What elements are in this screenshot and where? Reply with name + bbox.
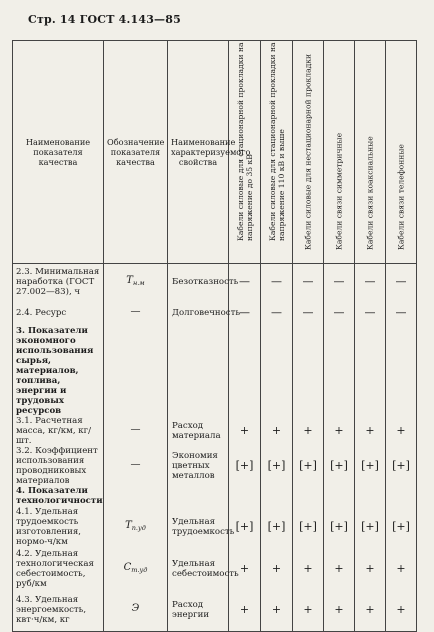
indicator-name: 2.3. Минимальная наработка (ГОСТ 27.002—83), ч (13, 264, 104, 300)
table-body (13, 264, 417, 632)
section-row (13, 326, 417, 416)
indicator-symbol (104, 486, 168, 506)
symbol-main: T (126, 274, 133, 286)
applicability-mark (229, 486, 261, 506)
applicability-mark: + (355, 416, 386, 446)
product-4-label: Кабели связи симметричные (334, 132, 344, 250)
product-6-label: Кабели связи телефонные (396, 144, 406, 250)
column-header-product-2 (261, 41, 293, 264)
applicability-mark (293, 326, 324, 416)
applicability-mark: + (293, 590, 324, 632)
applicability-mark: + (261, 416, 293, 446)
applicability-mark: + (324, 416, 355, 446)
applicability-mark: — (386, 264, 417, 300)
column-header-product-1 (229, 41, 261, 264)
column-header-symbol: Обозначение показателя качества (104, 41, 168, 264)
applicability-mark: [+] (261, 506, 293, 548)
indicator-symbol (104, 416, 168, 446)
indicator-name: 3. Показатели экономного использования сырья, материалов, топлива, энергии и трудовых ресурсов (13, 326, 104, 416)
indicator-symbol (104, 326, 168, 416)
symbol-main: — (130, 458, 141, 470)
table-row (13, 416, 417, 446)
applicability-mark: + (386, 416, 417, 446)
characterized-property: Расход материала (168, 416, 229, 446)
indicator-name: 3.2. Коэффициент использования проводниковых материалов (13, 446, 104, 486)
indicator-symbol (104, 300, 168, 326)
table-row (13, 506, 417, 548)
applicability-mark: + (324, 590, 355, 632)
table-row (13, 264, 417, 300)
quality-indicators-table (12, 40, 417, 632)
applicability-mark: [+] (229, 506, 261, 548)
applicability-mark (324, 486, 355, 506)
indicator-name: 3.1. Расчетная масса, кг/км, кг/шт. (13, 416, 104, 446)
indicator-name: 4.2. Удельная технологическая себестоимость, руб/км (13, 548, 104, 590)
table-row (13, 300, 417, 326)
applicability-mark (229, 326, 261, 416)
applicability-mark: + (261, 590, 293, 632)
applicability-mark: + (386, 590, 417, 632)
applicability-mark (355, 326, 386, 416)
table-row (13, 590, 417, 632)
characterized-property: Удельная себестоимость (168, 548, 229, 590)
indicator-symbol (104, 506, 168, 548)
applicability-mark: + (355, 548, 386, 590)
characterized-property: Расход энергии (168, 590, 229, 632)
applicability-mark: [+] (261, 446, 293, 486)
applicability-mark: — (229, 300, 261, 326)
applicability-mark: [+] (324, 506, 355, 548)
applicability-mark: — (293, 300, 324, 326)
applicability-mark (386, 326, 417, 416)
applicability-mark: + (386, 548, 417, 590)
product-3-label: Кабели силовые для нестационарной прокладки (303, 53, 313, 250)
applicability-mark (386, 486, 417, 506)
applicability-mark: [+] (386, 506, 417, 548)
applicability-mark: — (355, 300, 386, 326)
column-header-property: Наименование характеризуемого свойства (168, 41, 229, 264)
applicability-mark: [+] (355, 506, 386, 548)
applicability-mark: [+] (386, 446, 417, 486)
product-2-label: Кабели силовые для стационарной прокладки на напряжение 110 кВ и выше (267, 42, 286, 241)
applicability-mark: + (229, 548, 261, 590)
applicability-mark: — (293, 264, 324, 300)
applicability-mark: [+] (229, 446, 261, 486)
indicator-symbol (104, 548, 168, 590)
applicability-mark: + (229, 416, 261, 446)
applicability-mark: + (293, 416, 324, 446)
column-header-product-4 (324, 41, 355, 264)
characterized-property: Экономия цветных металлов (168, 446, 229, 486)
indicator-name: 4.3. Удельная энергоемкость, квт·ч/км, кг (13, 590, 104, 632)
product-1-label: Кабели силовые для стационарной прокладки на напряжение до 35 кВ (235, 42, 254, 241)
indicator-name: 4.1. Удельная трудоемкость изготовления, нормо-ч/км (13, 506, 104, 548)
symbol-subscript: н.м (132, 278, 145, 287)
symbol-main: Э (131, 603, 140, 615)
applicability-mark: — (386, 300, 417, 326)
applicability-mark (261, 326, 293, 416)
applicability-mark: — (324, 264, 355, 300)
symbol-main: — (130, 423, 141, 435)
applicability-mark: + (293, 548, 324, 590)
applicability-mark: — (261, 300, 293, 326)
indicator-name: 4. Показатели технологичности (13, 486, 104, 506)
applicability-mark (261, 486, 293, 506)
symbol-subscript: п.уд (131, 523, 146, 532)
applicability-mark: — (324, 300, 355, 326)
indicator-symbol (104, 264, 168, 300)
page-header: Стр. 14 ГОСТ 4.143—85 (28, 13, 181, 26)
applicability-mark: + (324, 548, 355, 590)
symbol-main: — (130, 305, 141, 317)
indicator-symbol (104, 590, 168, 632)
applicability-mark: + (229, 590, 261, 632)
applicability-mark: [+] (324, 446, 355, 486)
characterized-property (168, 326, 229, 416)
table-row (13, 446, 417, 486)
table-row (13, 548, 417, 590)
applicability-mark: — (261, 264, 293, 300)
symbol-subscript: т.уд (131, 565, 148, 574)
column-header-product-5 (355, 41, 386, 264)
characterized-property: Удельная трудоемкость (168, 506, 229, 548)
characterized-property: Долговечность (168, 300, 229, 326)
applicability-mark: [+] (293, 446, 324, 486)
applicability-mark: [+] (293, 506, 324, 548)
applicability-mark: + (355, 590, 386, 632)
indicator-name: 2.4. Ресурс (13, 300, 104, 326)
column-header-product-3 (293, 41, 324, 264)
applicability-mark: + (261, 548, 293, 590)
characterized-property (168, 486, 229, 506)
applicability-mark (324, 326, 355, 416)
applicability-mark (355, 486, 386, 506)
symbol-main: T (125, 519, 132, 531)
applicability-mark: — (229, 264, 261, 300)
indicator-symbol (104, 446, 168, 486)
characterized-property: Безотказность (168, 264, 229, 300)
applicability-mark: [+] (355, 446, 386, 486)
column-header-name: Наименование показателя качества (13, 41, 104, 264)
symbol-main: C (123, 561, 132, 573)
section-row (13, 486, 417, 506)
applicability-mark (293, 486, 324, 506)
product-5-label: Кабели связи коаксиальные (365, 136, 375, 250)
applicability-mark: — (355, 264, 386, 300)
column-header-product-6 (386, 41, 417, 264)
table-header-row (13, 41, 417, 264)
